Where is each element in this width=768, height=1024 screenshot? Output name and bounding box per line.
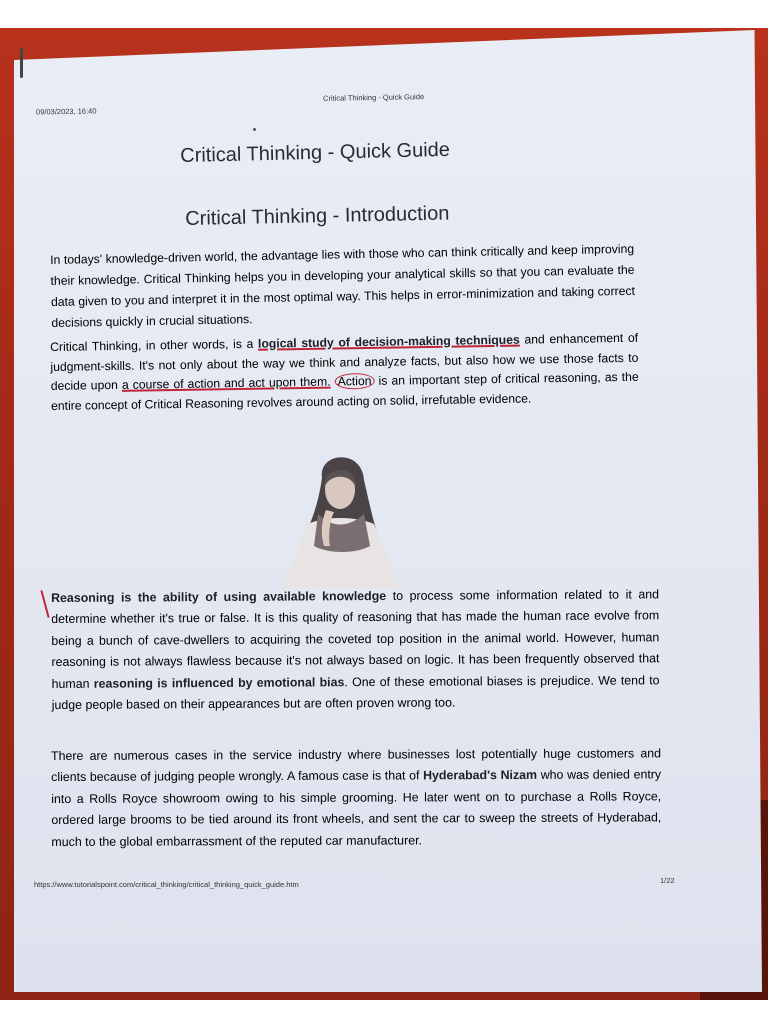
- bold-phrase: reasoning is influenced by emotional bias: [93, 674, 345, 691]
- text: is an important step of critical reasoning, as the entire concept of Critical Reasoning revolves around acting on solid, irrefutable evidence.: [50, 369, 639, 413]
- text: and enhancement of judgment-skills. It's not only about the way we think and analyze facts, but also how we use those facts to decide upon: [50, 330, 639, 393]
- text: Critical Thinking, in other words, is a: [50, 336, 259, 354]
- ink-mark: [20, 48, 23, 78]
- page-number: 1/22: [660, 876, 675, 885]
- bold-phrase: Reasoning is the ability of using available knowledge: [51, 588, 387, 605]
- section-title: Critical Thinking - Introduction: [185, 202, 450, 230]
- text: who was denied entry into a Rolls Royce showroom owing to his simple grooming. He later went on to purchase a Rolls Royce, ordered large brooms to be tied around its front wheels, and sent the car to sweep the streets of Hyderabad, much to the global embarrassment of the reputed car manufacturer.: [51, 767, 662, 849]
- header-doc-title: Critical Thinking - Quick Guide: [322, 92, 425, 103]
- print-date: 09/03/2023, 16:40: [35, 106, 97, 117]
- footer-url: https://www.tutorialspoint.com/critical_thinking/critical_thinking_quick_guide.htm: [34, 880, 299, 889]
- circled-word: Action: [335, 373, 375, 390]
- underlined-phrase: a course of action and act upon them.: [121, 374, 331, 392]
- ink-dot: [253, 128, 256, 131]
- paragraph-definition: [50, 329, 639, 416]
- text: There are numerous cases in the service industry where businesses lost potentially huge customers and clients because of judging people wrongly. A famous case is that of: [51, 746, 662, 785]
- bold-phrase: Hyderabad's Nizam: [423, 768, 538, 783]
- highlighted-phrase: logical study of decision-making techniques: [257, 332, 520, 351]
- page-title: Critical Thinking - Quick Guide: [180, 138, 451, 167]
- paragraph-intro: In todays' knowledge-driven world, the advantage lies with those who can think critically and keep improving their knowledge. Critical Thinking helps you in developing your analytical skills so that you can evaluate the data given to you and interpret it in the most optimal way. This helps in error-minimization and taking correct decisions quickly in crucial situations.: [50, 241, 636, 330]
- text: . One of these emotional biases is prejudice. We tend to judge people based on their appearances but are often proven wrong too.: [51, 672, 660, 713]
- woman-thinking-photo: [278, 450, 402, 588]
- text: to process some information related to it and determine whether it's true or false. It is this quality of reasoning that has made the human race evolve from being a bunch of cave-dwellers to acquiring the coveted top position in the animal world. However, human reasoning is not always flawless because it's not always based on logic. It has been frequently observed that human: [51, 587, 660, 691]
- paragraph-example: [51, 743, 661, 853]
- paragraph-reasoning: [51, 584, 660, 716]
